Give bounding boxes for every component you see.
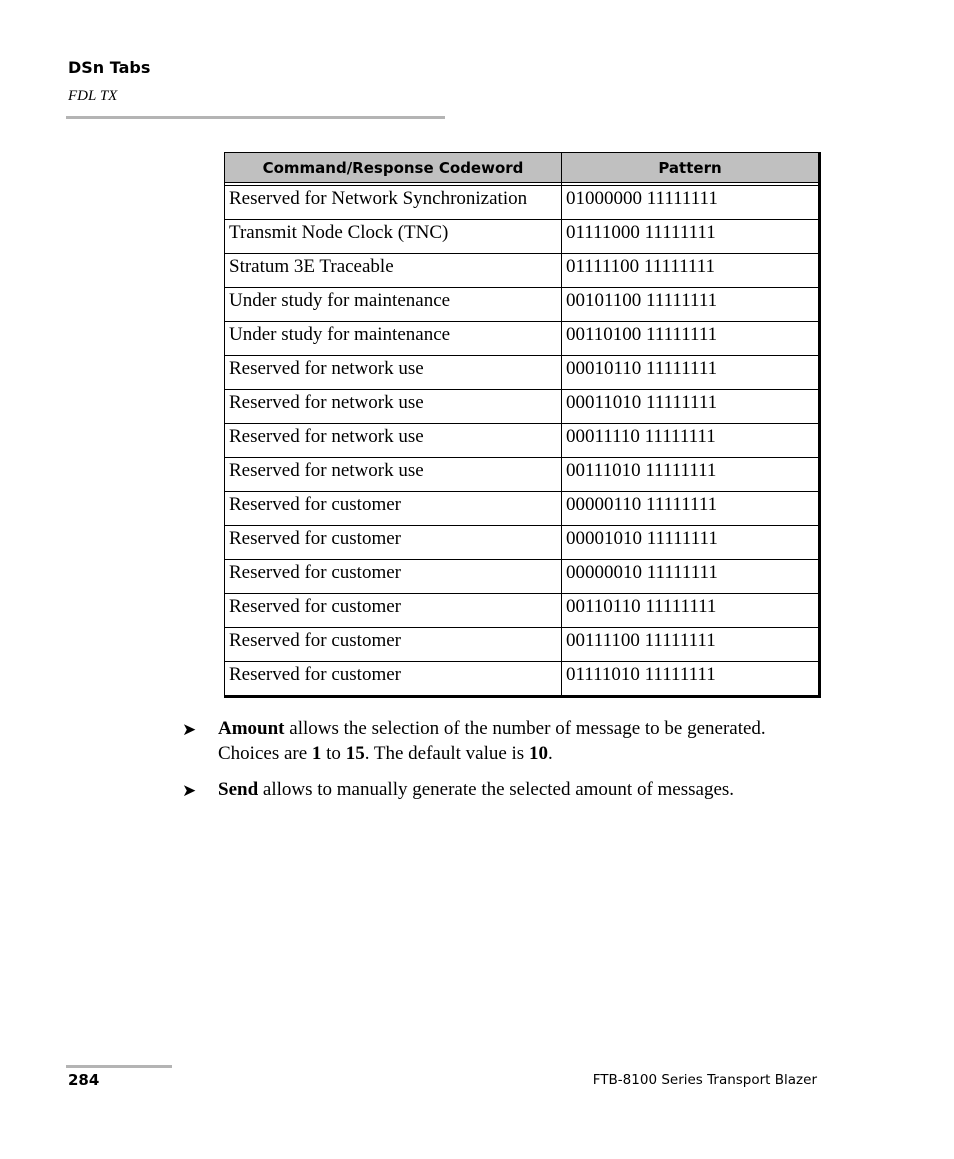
codeword-cell — [225, 356, 562, 390]
bullet-arrow-icon: ➤ — [182, 720, 197, 740]
table-shadow-bottom — [224, 695, 821, 698]
table-row — [225, 560, 819, 594]
table-header-row — [225, 153, 819, 183]
codeword-cell — [225, 390, 562, 424]
pattern-text: 00001010 11111111 — [566, 528, 718, 549]
table-row — [225, 526, 819, 560]
codeword-table-container — [224, 152, 820, 698]
pattern-cell — [562, 288, 819, 322]
pattern-cell — [562, 220, 819, 254]
codeword-text: Reserved for customer — [229, 664, 401, 685]
pattern-text: 01111000 11111111 — [566, 222, 716, 243]
codeword-cell — [225, 322, 562, 356]
pattern-cell — [562, 424, 819, 458]
table-row — [225, 390, 819, 424]
codeword-cell — [225, 254, 562, 288]
table-row — [225, 492, 819, 526]
codeword-text: Reserved for customer — [229, 494, 401, 515]
pattern-cell — [562, 662, 819, 696]
send-description — [218, 777, 818, 802]
table-row — [225, 220, 819, 254]
codeword-cell — [225, 560, 562, 594]
page-number: 284 — [68, 1071, 100, 1089]
pattern-text: 00110100 11111111 — [566, 324, 718, 345]
codeword-cell — [225, 594, 562, 628]
codeword-cell — [225, 628, 562, 662]
pattern-text: 00110110 11111111 — [566, 596, 717, 617]
amount-text-4: . — [547, 743, 553, 764]
pattern-cell — [562, 322, 819, 356]
codeword-cell — [225, 288, 562, 322]
amount-text-3: . The default value is — [364, 743, 529, 764]
codeword-cell — [225, 186, 562, 220]
table-row — [225, 458, 819, 492]
pattern-text: 00000110 11111111 — [566, 494, 718, 515]
codeword-table — [224, 152, 819, 696]
codeword-text: Reserved for network use — [229, 426, 424, 447]
pattern-cell — [562, 186, 819, 220]
amount-term: Amount — [218, 718, 285, 739]
column-header-pattern: Pattern — [562, 153, 819, 183]
table-row — [225, 628, 819, 662]
amount-min: 1 — [311, 743, 322, 764]
amount-default: 10 — [528, 743, 548, 764]
codeword-text: Transmit Node Clock (TNC) — [229, 222, 449, 243]
pattern-text: 00111010 11111111 — [566, 460, 717, 481]
codeword-cell — [225, 424, 562, 458]
pattern-text: 00000010 11111111 — [566, 562, 718, 583]
codeword-text: Reserved for network use — [229, 392, 424, 413]
footer-rule — [66, 1065, 172, 1068]
section-title: DSn Tabs — [68, 58, 151, 77]
pattern-text: 00011010 11111111 — [566, 392, 718, 413]
table-shadow-right — [818, 152, 821, 698]
codeword-text: Reserved for Network Synchronization — [229, 188, 528, 209]
subsection-title: FDL TX — [68, 88, 118, 104]
table-row — [225, 594, 819, 628]
pattern-cell — [562, 254, 819, 288]
pattern-text: 01111010 11111111 — [566, 664, 716, 685]
codeword-text: Reserved for network use — [229, 460, 424, 481]
pattern-text: 00010110 11111111 — [566, 358, 718, 379]
pattern-cell — [562, 390, 819, 424]
amount-text-2: to — [321, 743, 346, 764]
codeword-text: Reserved for customer — [229, 596, 401, 617]
table-row — [225, 288, 819, 322]
codeword-cell — [225, 492, 562, 526]
pattern-text: 00101100 11111111 — [566, 290, 718, 311]
codeword-text: Reserved for network use — [229, 358, 424, 379]
amount-description — [218, 716, 818, 766]
header-rule — [66, 116, 445, 119]
pattern-cell — [562, 458, 819, 492]
codeword-cell — [225, 662, 562, 696]
pattern-cell — [562, 628, 819, 662]
send-text-1: allows to manually generate the selected amount of messages. — [258, 779, 735, 800]
codeword-text: Stratum 3E Traceable — [229, 256, 394, 277]
table-row — [225, 662, 819, 696]
codeword-cell — [225, 220, 562, 254]
codeword-text: Reserved for customer — [229, 630, 401, 651]
pattern-text: 01111100 11111111 — [566, 256, 715, 277]
pattern-cell — [562, 356, 819, 390]
codeword-text: Reserved for customer — [229, 528, 401, 549]
bullet-arrow-icon: ➤ — [182, 781, 197, 801]
table-row — [225, 254, 819, 288]
pattern-cell — [562, 492, 819, 526]
codeword-text: Under study for maintenance — [229, 290, 451, 311]
pattern-text: 01000000 11111111 — [566, 188, 718, 209]
send-term: Send — [218, 779, 259, 800]
pattern-cell — [562, 560, 819, 594]
document-title: FTB-8100 Series Transport Blazer — [592, 1072, 817, 1088]
pattern-text: 00011110 11111111 — [566, 426, 716, 447]
pattern-text: 00111100 11111111 — [566, 630, 716, 651]
pattern-cell — [562, 526, 819, 560]
codeword-cell — [225, 526, 562, 560]
amount-max: 15 — [345, 743, 365, 764]
column-header-codeword: Command/Response Codeword — [225, 153, 562, 183]
codeword-cell — [225, 458, 562, 492]
codeword-text: Reserved for customer — [229, 562, 401, 583]
codeword-text: Under study for maintenance — [229, 324, 451, 345]
table-row — [225, 356, 819, 390]
table-row — [225, 186, 819, 220]
table-row — [225, 322, 819, 356]
amount-text-1: allows the selection of the number of message to be generated. Choices are — [218, 718, 766, 764]
table-row — [225, 424, 819, 458]
pattern-cell — [562, 594, 819, 628]
